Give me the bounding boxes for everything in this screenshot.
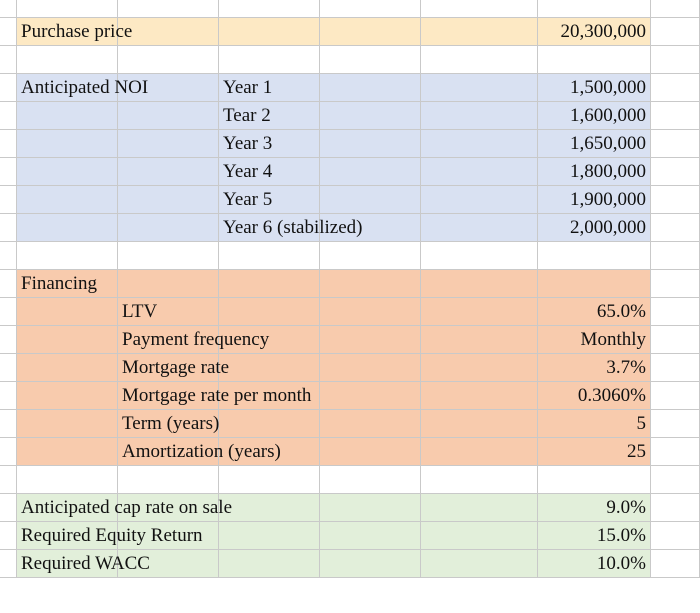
grid-cell[interactable] bbox=[219, 242, 320, 270]
grid-cell[interactable] bbox=[219, 354, 320, 382]
noi-year-label: Tear 2 bbox=[223, 105, 271, 126]
returns-item-value: 10.0% bbox=[596, 553, 646, 574]
noi-value: 1,650,000 bbox=[570, 133, 646, 154]
grid-cell[interactable] bbox=[320, 46, 421, 74]
grid-cell[interactable] bbox=[421, 74, 538, 102]
grid-cell[interactable] bbox=[421, 410, 538, 438]
noi-row-year-4 bbox=[0, 158, 700, 186]
grid-cell[interactable] bbox=[651, 270, 700, 298]
financing-item-label: Amortization (years) bbox=[122, 441, 281, 462]
grid-cell[interactable] bbox=[651, 46, 700, 74]
grid-cell[interactable] bbox=[320, 466, 421, 494]
grid-cell[interactable] bbox=[320, 354, 421, 382]
grid-cell[interactable] bbox=[421, 382, 538, 410]
grid-cell[interactable] bbox=[320, 522, 421, 550]
financing-item-value: Monthly bbox=[580, 329, 646, 350]
grid-cell[interactable] bbox=[421, 466, 538, 494]
noi-value: 2,000,000 bbox=[570, 217, 646, 238]
grid-cell[interactable] bbox=[320, 410, 421, 438]
grid-cell[interactable] bbox=[0, 0, 17, 18]
grid-cell[interactable] bbox=[651, 102, 700, 130]
grid-cell[interactable] bbox=[0, 74, 17, 102]
grid-cell[interactable] bbox=[320, 438, 421, 466]
grid-cell[interactable] bbox=[17, 466, 118, 494]
grid-cell[interactable] bbox=[421, 522, 538, 550]
returns-row-anticipated-cap-rate-on-sale bbox=[0, 494, 700, 522]
grid-cell[interactable] bbox=[118, 242, 219, 270]
grid-cell[interactable] bbox=[17, 214, 118, 242]
grid-cell[interactable] bbox=[0, 466, 17, 494]
financing-item-label: Payment frequency bbox=[122, 329, 270, 350]
financing-row-amortization-years bbox=[0, 438, 700, 466]
grid-cell[interactable] bbox=[651, 494, 700, 522]
noi-row-tear-2 bbox=[0, 102, 700, 130]
grid-cell[interactable] bbox=[0, 270, 17, 298]
grid-cell[interactable] bbox=[538, 0, 651, 18]
grid-cell[interactable] bbox=[538, 270, 651, 298]
grid-cell[interactable] bbox=[651, 242, 700, 270]
grid-cell[interactable] bbox=[219, 270, 320, 298]
grid-cell[interactable] bbox=[421, 298, 538, 326]
grid-cell[interactable] bbox=[219, 550, 320, 578]
grid-cell[interactable] bbox=[421, 550, 538, 578]
returns-item-label: Required Equity Return bbox=[21, 525, 203, 546]
grid-cell[interactable] bbox=[421, 102, 538, 130]
grid-cell[interactable] bbox=[0, 494, 17, 522]
grid-cell[interactable] bbox=[651, 0, 700, 18]
grid-cell[interactable] bbox=[320, 550, 421, 578]
grid-cell[interactable] bbox=[538, 46, 651, 74]
returns-row-required-wacc bbox=[0, 550, 700, 578]
grid-cell[interactable] bbox=[219, 18, 320, 46]
noi-row-year-1 bbox=[0, 74, 700, 102]
grid-cell[interactable] bbox=[0, 102, 17, 130]
noi-year-label: Year 3 bbox=[223, 133, 273, 154]
grid-cell[interactable] bbox=[421, 0, 538, 18]
financing-label: Financing bbox=[21, 273, 97, 294]
financing-row-payment-frequency bbox=[0, 326, 700, 354]
grid-cell[interactable] bbox=[421, 242, 538, 270]
noi-year-label: Year 1 bbox=[223, 77, 273, 98]
returns-item-label: Required WACC bbox=[21, 553, 150, 574]
grid-cell[interactable] bbox=[0, 410, 17, 438]
grid-cell[interactable] bbox=[17, 382, 118, 410]
grid-cell[interactable] bbox=[320, 494, 421, 522]
grid-cell[interactable] bbox=[421, 438, 538, 466]
grid-cell[interactable] bbox=[651, 410, 700, 438]
grid-cell[interactable] bbox=[651, 74, 700, 102]
grid-cell[interactable] bbox=[421, 158, 538, 186]
financing-item-label: Term (years) bbox=[122, 413, 220, 434]
grid-cell[interactable] bbox=[0, 438, 17, 466]
grid-cell[interactable] bbox=[118, 0, 219, 18]
financing-header-row bbox=[0, 270, 700, 298]
grid-cell[interactable] bbox=[421, 186, 538, 214]
grid-cell[interactable] bbox=[651, 298, 700, 326]
financing-item-label: Mortgage rate per month bbox=[122, 385, 312, 406]
grid-cell[interactable] bbox=[538, 242, 651, 270]
financing-row-term-years bbox=[0, 410, 700, 438]
noi-year-label: Year 6 (stabilized) bbox=[223, 217, 363, 238]
grid-cell[interactable] bbox=[421, 494, 538, 522]
grid-cell[interactable] bbox=[219, 0, 320, 18]
grid-cell[interactable] bbox=[17, 46, 118, 74]
grid-cell[interactable] bbox=[17, 298, 118, 326]
grid-cell[interactable] bbox=[320, 186, 421, 214]
grid-cell[interactable] bbox=[118, 158, 219, 186]
grid-cell[interactable] bbox=[17, 326, 118, 354]
grid-cell[interactable] bbox=[651, 522, 700, 550]
grid-cell[interactable] bbox=[219, 522, 320, 550]
grid-cell[interactable] bbox=[651, 438, 700, 466]
noi-row-year-3 bbox=[0, 130, 700, 158]
returns-item-label: Anticipated cap rate on sale bbox=[21, 497, 233, 518]
financing-row-ltv bbox=[0, 298, 700, 326]
grid-cell[interactable] bbox=[421, 354, 538, 382]
grid-cell[interactable] bbox=[0, 18, 17, 46]
grid-cell[interactable] bbox=[219, 494, 320, 522]
grid-cell[interactable] bbox=[219, 466, 320, 494]
grid-cell[interactable] bbox=[219, 410, 320, 438]
blank-row bbox=[0, 466, 700, 494]
grid-cell[interactable] bbox=[320, 102, 421, 130]
grid-cell[interactable] bbox=[219, 298, 320, 326]
grid-cell[interactable] bbox=[421, 18, 538, 46]
grid-cell[interactable] bbox=[118, 186, 219, 214]
grid-cell[interactable] bbox=[118, 466, 219, 494]
grid-cell[interactable] bbox=[651, 466, 700, 494]
grid-cell[interactable] bbox=[320, 18, 421, 46]
grid-cell[interactable] bbox=[651, 186, 700, 214]
grid-cell[interactable] bbox=[118, 130, 219, 158]
grid-cell[interactable] bbox=[421, 214, 538, 242]
grid-cell[interactable] bbox=[118, 46, 219, 74]
grid-cell[interactable] bbox=[0, 46, 17, 74]
grid-cell[interactable] bbox=[421, 130, 538, 158]
grid-cell[interactable] bbox=[0, 522, 17, 550]
grid-cell[interactable] bbox=[17, 354, 118, 382]
noi-value: 1,900,000 bbox=[570, 189, 646, 210]
returns-row-required-equity-return bbox=[0, 522, 700, 550]
grid-cell[interactable] bbox=[651, 382, 700, 410]
noi-year-label: Year 4 bbox=[223, 161, 273, 182]
grid-cell[interactable] bbox=[0, 298, 17, 326]
grid-cell[interactable] bbox=[320, 242, 421, 270]
blank-row bbox=[0, 242, 700, 270]
financing-item-label: Mortgage rate bbox=[122, 357, 230, 378]
returns-item-value: 15.0% bbox=[596, 525, 646, 546]
grid-cell[interactable] bbox=[320, 326, 421, 354]
grid-cell[interactable] bbox=[320, 270, 421, 298]
financing-item-value: 5 bbox=[636, 413, 646, 434]
purchase-price-label: Purchase price bbox=[21, 21, 133, 42]
financing-item-value: 3.7% bbox=[606, 357, 646, 378]
financing-item-label: LTV bbox=[122, 301, 158, 322]
financing-item-value: 0.3060% bbox=[577, 385, 646, 406]
grid-cell[interactable] bbox=[421, 326, 538, 354]
grid-cell[interactable] bbox=[0, 158, 17, 186]
grid-cell[interactable] bbox=[17, 410, 118, 438]
grid-cell[interactable] bbox=[320, 158, 421, 186]
grid-cell[interactable] bbox=[651, 326, 700, 354]
grid-cell[interactable] bbox=[118, 270, 219, 298]
financing-row-mortgage-rate bbox=[0, 354, 700, 382]
grid-cell[interactable] bbox=[17, 438, 118, 466]
grid-cell[interactable] bbox=[320, 130, 421, 158]
anticipated-noi-label: Anticipated NOI bbox=[21, 77, 149, 98]
grid-cell[interactable] bbox=[17, 0, 118, 18]
grid-cell[interactable] bbox=[651, 158, 700, 186]
grid-cell[interactable] bbox=[0, 130, 17, 158]
grid-cell[interactable] bbox=[219, 46, 320, 74]
noi-value: 1,600,000 bbox=[570, 105, 646, 126]
grid-cell[interactable] bbox=[320, 74, 421, 102]
grid-cell[interactable] bbox=[0, 242, 17, 270]
grid-cell[interactable] bbox=[651, 214, 700, 242]
blank-row bbox=[0, 46, 700, 74]
grid-cell[interactable] bbox=[17, 158, 118, 186]
grid-cell[interactable] bbox=[0, 214, 17, 242]
purchase-price-value: 20,300,000 bbox=[560, 21, 646, 42]
noi-row-year-6-stabilized bbox=[0, 214, 700, 242]
noi-value: 1,800,000 bbox=[570, 161, 646, 182]
blank-row bbox=[0, 0, 700, 18]
purchase-price-row bbox=[0, 18, 700, 46]
grid-cell[interactable] bbox=[320, 382, 421, 410]
grid-cell[interactable] bbox=[320, 298, 421, 326]
grid-cell[interactable] bbox=[118, 214, 219, 242]
grid-cell[interactable] bbox=[651, 550, 700, 578]
grid-cell[interactable] bbox=[0, 550, 17, 578]
financing-row-mortgage-rate-per-month bbox=[0, 382, 700, 410]
grid-cell[interactable] bbox=[17, 102, 118, 130]
grid-cell[interactable] bbox=[651, 18, 700, 46]
grid-cell[interactable] bbox=[320, 0, 421, 18]
noi-value: 1,500,000 bbox=[570, 77, 646, 98]
grid-cell[interactable] bbox=[651, 130, 700, 158]
grid-cell[interactable] bbox=[118, 18, 219, 46]
grid-cell[interactable] bbox=[651, 354, 700, 382]
grid-cell[interactable] bbox=[421, 46, 538, 74]
grid-cell[interactable] bbox=[118, 102, 219, 130]
grid-cell[interactable] bbox=[17, 242, 118, 270]
returns-item-value: 9.0% bbox=[606, 497, 646, 518]
grid-cell[interactable] bbox=[0, 326, 17, 354]
financing-item-value: 25 bbox=[627, 441, 646, 462]
noi-row-year-5 bbox=[0, 186, 700, 214]
noi-year-label: Year 5 bbox=[223, 189, 273, 210]
grid-cell[interactable] bbox=[17, 186, 118, 214]
grid-cell[interactable] bbox=[0, 382, 17, 410]
grid-cell[interactable] bbox=[0, 186, 17, 214]
grid-cell[interactable] bbox=[538, 466, 651, 494]
financing-item-value: 65.0% bbox=[596, 301, 646, 322]
grid-cell[interactable] bbox=[421, 270, 538, 298]
grid-cell[interactable] bbox=[0, 354, 17, 382]
grid-cell[interactable] bbox=[17, 130, 118, 158]
